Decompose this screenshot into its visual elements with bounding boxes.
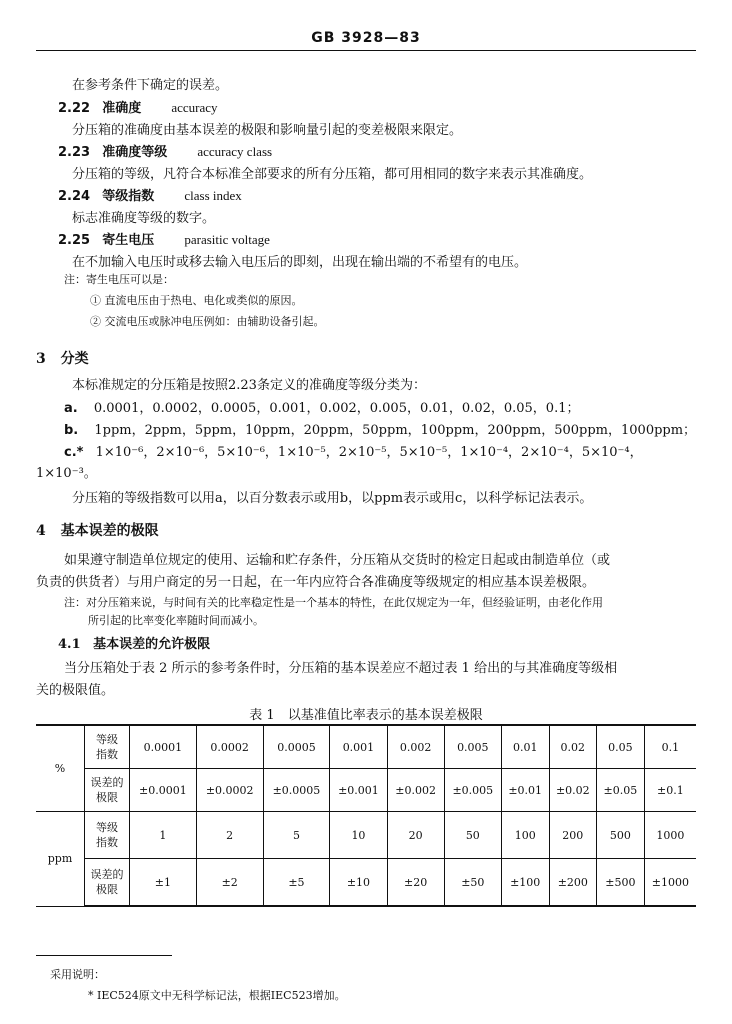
table-cell: ±0.0002 [196,769,263,812]
table-cell: ±0.0005 [263,769,330,812]
clause-term: 等级指数 [102,189,155,204]
table-cell: 0.05 [597,725,645,769]
table-cell: ±0.005 [444,769,501,812]
row-label-text: 误差的 极限 [90,868,124,896]
table-row [36,725,696,769]
clause-2-24-body: 标志准确度等级的数字。 [72,211,216,226]
row-label [85,769,130,812]
table-cell: ±0.02 [549,769,597,812]
class-list-a [64,397,579,416]
section-4-note-line-1: 注：对分压箱来说，与时间有关的比率稳定性是一个基本的特性，在此仅规定为一年，但经验证明，由老化作用 [64,596,603,609]
footnote-text: * IEC524原文中无科学标记法，根据IEC523增加。 [88,989,346,1002]
row-label-text: 等级 指数 [96,821,118,849]
list-values: 1ppm，2ppm，5ppm，10ppm，20ppm，50ppm，100ppm，200ppm，500ppm，1000ppm； [94,423,697,438]
table-cell: 0.0002 [196,725,263,769]
table-cell: 0.001 [330,725,387,769]
table-1 [36,724,696,907]
table-cell: ±0.002 [387,769,444,812]
table-cell: 500 [597,812,645,859]
table-cell: ±500 [597,859,645,907]
table-cell: ±200 [549,859,597,907]
table-1-caption: 表 1 以基准值比率表示的基本误差极限 [249,708,483,723]
class-list-c-continued: 1×10⁻³。 [36,466,97,481]
clause-2-23-body: 分压箱的等级，凡符合本标准全部要求的所有分压箱，都可用相同的数字来表示其准确度。 [72,167,593,182]
class-list-c [64,441,643,460]
clause-number: 2.23 [58,145,91,160]
table-cell: ±0.0001 [130,769,197,812]
clause-term: 准确度 [102,101,142,116]
section-4-heading [36,520,159,540]
subsection-number: 4.1 [58,637,81,652]
footnote-rule [36,955,172,956]
table-cell: ±0.05 [597,769,645,812]
section-number: 4 [36,523,46,539]
clause-2-24-heading [58,185,242,204]
table-row [36,812,696,859]
section-3-intro: 本标准规定的分压箱是按照2.23条定义的准确度等级分类为： [72,378,426,393]
table-cell: 0.02 [549,725,597,769]
unit-label: ppm [36,812,85,907]
clause-2-25-note-item: ② 交流电压或脉冲电压例如：由辅助设备引起。 [90,315,325,328]
subsection-title: 基本误差的允许极限 [93,637,211,652]
clause-2-25-body: 在不加输入电压时或移去输入电压后的即刻，出现在输出端的不希望有的电压。 [72,255,528,270]
section-number: 3 [36,351,46,367]
list-label: b. [64,423,79,438]
table-cell: ±50 [444,859,501,907]
list-label: a. [64,401,78,416]
clause-2-25-note-label: 注：寄生电压可以是： [64,273,174,286]
table-cell: 10 [330,812,387,859]
clause-number: 2.22 [58,101,91,116]
table-cell: 0.1 [644,725,696,769]
clause-number: 2.24 [58,189,91,204]
table-cell: ±1 [130,859,197,907]
table-row [36,859,696,907]
table-cell: ±5 [263,859,330,907]
clause-term: 寄生电压 [102,233,155,248]
list-values: 0.0001，0.0002，0.0005，0.001，0.002，0.005，0.01，0.02，0.05，0.1； [93,401,580,416]
section-3-closing: 分压箱的等级指数可以用a，以百分数表示或用b，以ppm表示或用c，以科学标记法表示。 [72,491,593,506]
table-cell: 1000 [644,812,696,859]
subsection-4-1-heading [58,633,210,652]
list-values: 1×10⁻⁶，2×10⁻⁶，5×10⁻⁶，1×10⁻⁵，2×10⁻⁵，5×10⁻⁵，1×10⁻⁴，2×10⁻⁴，5×10⁻⁴， [95,445,643,460]
section-3-heading [36,348,89,368]
subsection-4-1-line-2: 关的极限值。 [36,683,115,698]
unit-label: % [36,725,85,812]
table-cell: 2 [196,812,263,859]
table-cell: 200 [549,812,597,859]
table-cell: ±100 [501,859,549,907]
section-4-para-line-1: 如果遵守制造单位规定的使用、运输和贮存条件，分压箱从交货时的检定日起或由制造单位（或 [64,553,611,568]
clause-number: 2.25 [58,233,91,248]
table-cell: 0.005 [444,725,501,769]
table-cell: 0.01 [501,725,549,769]
clause-2-25-heading [58,229,270,248]
row-label [85,725,130,769]
row-label-text: 等级 指数 [96,733,118,761]
table-cell: 0.0005 [263,725,330,769]
table-cell: ±0.001 [330,769,387,812]
row-label [85,859,130,907]
table-cell: 5 [263,812,330,859]
row-label-text: 误差的 极限 [90,776,124,804]
row-label [85,812,130,859]
clause-2-23-heading [58,141,272,160]
table-cell: 100 [501,812,549,859]
intro-line: 在参考条件下确定的误差。 [72,78,229,93]
clause-2-22-body: 分压箱的准确度由基本误差的极限和影响量引起的变差极限来限定。 [72,123,463,138]
header-rule [36,50,696,51]
table-cell: 0.002 [387,725,444,769]
class-list-b [64,419,696,438]
table-cell: ±10 [330,859,387,907]
table-cell: ±2 [196,859,263,907]
clause-english-term: accuracy class [197,144,273,159]
section-title: 基本误差的极限 [60,523,159,539]
clause-english-term: parasitic voltage [184,232,270,247]
standard-code-header: GB 3928—83 [311,30,421,46]
clause-2-25-note-item: ① 直流电压由于热电、电化或类似的原因。 [90,294,303,307]
clause-term: 准确度等级 [102,145,168,160]
section-4-note-line-2: 所引起的比率变化率随时间而减小。 [88,614,264,627]
table-cell: 20 [387,812,444,859]
footnote-label: 采用说明： [50,968,105,981]
clause-2-22-heading [58,97,218,116]
table-cell: ±1000 [644,859,696,907]
table-cell: ±0.01 [501,769,549,812]
table-cell: 0.0001 [130,725,197,769]
section-title: 分类 [60,351,89,367]
table-cell: ±20 [387,859,444,907]
table-cell: ±0.1 [644,769,696,812]
section-4-para-line-2: 负责的供货者）与用户商定的另一日起，在一年内应符合各准确度等级规定的相应基本误差极限。 [36,575,596,590]
table-row [36,769,696,812]
list-label: c.* [64,445,84,460]
table-cell: 1 [130,812,197,859]
table-cell: 50 [444,812,501,859]
subsection-4-1-line-1: 当分压箱处于表 2 所示的参考条件时，分压箱的基本误差应不超过表 1 给出的与其准确度等级相 [64,661,618,676]
clause-english-term: accuracy [171,100,218,115]
clause-english-term: class index [184,188,242,203]
